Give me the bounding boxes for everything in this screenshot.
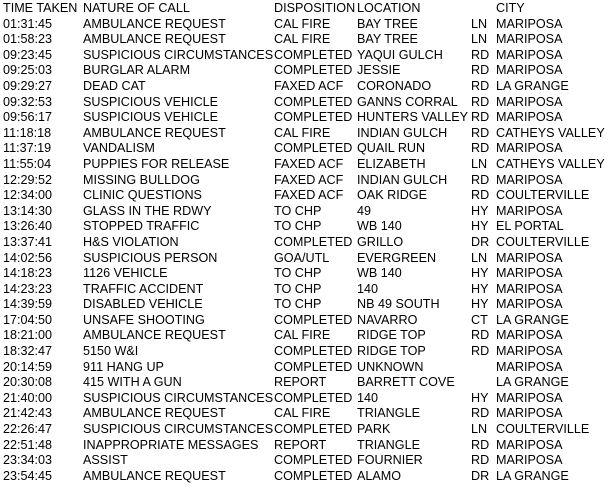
call-street-suffix: RD <box>471 63 490 78</box>
call-time: 13:37:41 <box>3 234 53 249</box>
call-location: TRIANGLE <box>357 406 420 421</box>
call-nature: SUSPICIOUS VEHICLE <box>83 94 219 109</box>
call-city: CATHEYS VALLEY <box>496 125 605 140</box>
call-disposition: COMPLETED <box>274 312 353 327</box>
table-row <box>0 422 614 438</box>
call-city: MARIPOSA <box>496 63 563 78</box>
table-row <box>0 126 614 142</box>
call-disposition: FAXED ACF <box>274 172 344 187</box>
call-nature: AMBULANCE REQUEST <box>83 125 226 140</box>
table-row <box>0 282 614 298</box>
call-street-suffix: HY <box>471 219 489 234</box>
call-city: LA GRANGE <box>496 78 569 93</box>
call-street-suffix: DR <box>471 234 490 249</box>
call-nature: UNSAFE SHOOTING <box>83 312 205 327</box>
table-row <box>0 438 614 454</box>
call-street-suffix: RD <box>471 47 490 62</box>
table-row <box>0 188 614 204</box>
call-location: QUAIL RUN <box>357 141 426 156</box>
call-nature: SUSPICIOUS VEHICLE <box>83 110 219 125</box>
call-disposition: COMPLETED <box>274 453 353 468</box>
table-row <box>0 313 614 329</box>
call-time: 09:23:45 <box>3 47 53 62</box>
call-street-suffix: HY <box>471 203 489 218</box>
call-location: 140 <box>357 281 379 296</box>
table-row <box>0 453 614 469</box>
table-row <box>0 266 614 282</box>
call-disposition: CAL FIRE <box>274 328 331 343</box>
call-street-suffix: HY <box>471 266 489 281</box>
table-row <box>0 141 614 157</box>
call-nature: TRAFFIC ACCIDENT <box>83 281 204 296</box>
call-disposition: COMPLETED <box>274 468 353 483</box>
table-row <box>0 297 614 313</box>
call-nature: 5150 W&I <box>83 344 139 359</box>
call-nature: DISABLED VEHICLE <box>83 297 203 312</box>
call-street-suffix: RD <box>471 344 490 359</box>
call-nature: AMBULANCE REQUEST <box>83 16 226 31</box>
call-disposition: TO CHP <box>274 281 322 296</box>
call-time: 14:02:56 <box>3 250 53 265</box>
call-location: HUNTERS VALLEY <box>357 110 469 125</box>
call-street-suffix: LN <box>471 250 488 265</box>
call-city: MARIPOSA <box>496 281 563 296</box>
call-city: MARIPOSA <box>496 172 563 187</box>
call-location: EVERGREEN <box>357 250 437 265</box>
call-location: NB 49 SOUTH <box>357 297 440 312</box>
call-street-suffix: RD <box>471 172 490 187</box>
header-time-taken: TIME TAKEN <box>3 1 78 15</box>
call-city: MARIPOSA <box>496 141 563 156</box>
call-time: 09:25:03 <box>3 63 53 78</box>
call-time: 12:34:00 <box>3 188 53 203</box>
call-time: 09:32:53 <box>3 94 53 109</box>
call-location: INDIAN GULCH <box>357 172 448 187</box>
call-street-suffix: RD <box>471 125 490 140</box>
call-location: GANNS CORRAL <box>357 94 458 109</box>
call-location: OAK RIDGE <box>357 188 427 203</box>
call-time: 01:31:45 <box>3 16 53 31</box>
call-location: NAVARRO <box>357 312 418 327</box>
call-street-suffix: LN <box>471 32 488 47</box>
table-row <box>0 110 614 126</box>
call-nature: AMBULANCE REQUEST <box>83 328 226 343</box>
call-city: MARIPOSA <box>496 344 563 359</box>
call-location: BAY TREE <box>357 16 418 31</box>
call-location: UNKNOWN <box>357 359 424 374</box>
table-row <box>0 391 614 407</box>
call-location: WB 140 <box>357 266 402 281</box>
call-location: INDIAN GULCH <box>357 125 448 140</box>
call-time: 13:26:40 <box>3 219 53 234</box>
call-street-suffix: RD <box>471 437 490 452</box>
call-location: 140 <box>357 390 379 405</box>
call-location: WB 140 <box>357 219 402 234</box>
call-disposition: COMPLETED <box>274 422 353 437</box>
call-street-suffix: RD <box>471 94 490 109</box>
call-time: 09:56:17 <box>3 110 53 125</box>
call-nature: AMBULANCE REQUEST <box>83 32 226 47</box>
call-city: MARIPOSA <box>496 16 563 31</box>
call-city: MARIPOSA <box>496 32 563 47</box>
call-city: MARIPOSA <box>496 406 563 421</box>
call-nature: SUSPICIOUS PERSON <box>83 250 218 265</box>
call-street-suffix: RD <box>471 78 490 93</box>
call-time: 22:26:47 <box>3 422 53 437</box>
call-city: MARIPOSA <box>496 328 563 343</box>
call-time: 21:40:00 <box>3 390 53 405</box>
call-disposition: CAL FIRE <box>274 32 331 47</box>
call-time: 13:14:30 <box>3 203 53 218</box>
call-nature: STOPPED TRAFFIC <box>83 219 200 234</box>
call-location: BARRETT COVE <box>357 375 455 390</box>
call-city: COULTERVILLE <box>496 188 590 203</box>
call-disposition: REPORT <box>274 437 327 452</box>
call-city: MARIPOSA <box>496 110 563 125</box>
call-street-suffix: LN <box>471 16 488 31</box>
call-nature: SUSPICIOUS CIRCUMSTANCES <box>83 422 274 437</box>
call-nature: H&S VIOLATION <box>83 234 179 249</box>
call-nature: 415 WITH A GUN <box>83 375 182 390</box>
call-disposition: CAL FIRE <box>274 16 331 31</box>
call-street-suffix: DR <box>471 468 490 483</box>
table-row <box>0 469 614 485</box>
call-street-suffix: RD <box>471 188 490 203</box>
call-nature: AMBULANCE REQUEST <box>83 406 226 421</box>
call-disposition: COMPLETED <box>274 94 353 109</box>
header-disposition: DISPOSITION <box>274 1 356 15</box>
call-time: 20:14:59 <box>3 359 53 374</box>
call-street-suffix: RD <box>471 328 490 343</box>
call-location: PARK <box>357 422 391 437</box>
call-city: MARIPOSA <box>496 359 563 374</box>
call-city: MARIPOSA <box>496 203 563 218</box>
call-city: LA GRANGE <box>496 312 569 327</box>
call-time: 11:37:19 <box>3 141 52 156</box>
call-disposition: TO CHP <box>274 203 322 218</box>
call-disposition: COMPLETED <box>274 390 353 405</box>
call-location: YAQUI GULCH <box>357 47 443 62</box>
call-location: ALAMO <box>357 468 402 483</box>
table-row <box>0 95 614 111</box>
call-disposition: TO CHP <box>274 266 322 281</box>
call-city: MARIPOSA <box>496 453 563 468</box>
call-street-suffix: HY <box>471 390 489 405</box>
call-disposition: REPORT <box>274 375 327 390</box>
call-location: 49 <box>357 203 372 218</box>
call-time: 09:29:27 <box>3 78 53 93</box>
call-rows <box>0 17 614 485</box>
call-location: RIDGE TOP <box>357 344 426 359</box>
header-nature-of-call: NATURE OF CALL <box>83 1 190 15</box>
table-row <box>0 17 614 33</box>
call-street-suffix: RD <box>471 110 490 125</box>
call-disposition: COMPLETED <box>274 47 353 62</box>
call-time: 18:21:00 <box>3 328 53 343</box>
call-location: GRILLO <box>357 234 404 249</box>
call-nature: PUPPIES FOR RELEASE <box>83 156 230 171</box>
call-time: 12:29:52 <box>3 172 53 187</box>
call-nature: GLASS IN THE RDWY <box>83 203 212 218</box>
call-city: LA GRANGE <box>496 468 569 483</box>
table-row <box>0 375 614 391</box>
call-nature: INAPPROPRIATE MESSAGES <box>83 437 259 452</box>
call-city: COULTERVILLE <box>496 234 590 249</box>
call-time: 18:32:47 <box>3 344 53 359</box>
call-location: JESSIE <box>357 63 401 78</box>
call-street-suffix: RD <box>471 453 490 468</box>
call-time: 14:39:59 <box>3 297 53 312</box>
call-nature: DEAD CAT <box>83 78 146 93</box>
call-disposition: TO CHP <box>274 219 322 234</box>
call-nature: MISSING BULLDOG <box>83 172 200 187</box>
call-city: LA GRANGE <box>496 375 569 390</box>
call-time: 11:18:18 <box>3 125 52 140</box>
call-location: CORONADO <box>357 78 432 93</box>
call-time: 21:42:43 <box>3 406 53 421</box>
call-street-suffix: HY <box>471 281 489 296</box>
call-nature: SUSPICIOUS CIRCUMSTANCES <box>83 47 274 62</box>
call-time: 11:55:04 <box>3 156 52 171</box>
call-nature: SUSPICIOUS CIRCUMSTANCES <box>83 390 274 405</box>
call-street-suffix: CT <box>471 312 488 327</box>
call-city: MARIPOSA <box>496 250 563 265</box>
call-time: 17:04:50 <box>3 312 53 327</box>
call-city: MARIPOSA <box>496 390 563 405</box>
table-row <box>0 157 614 173</box>
call-street-suffix: RD <box>471 406 490 421</box>
call-city: COULTERVILLE <box>496 422 590 437</box>
call-location: TRIANGLE <box>357 437 420 452</box>
call-nature: BURGLAR ALARM <box>83 63 191 78</box>
call-disposition: CAL FIRE <box>274 406 331 421</box>
table-row <box>0 328 614 344</box>
table-row <box>0 360 614 376</box>
call-street-suffix: LN <box>471 156 488 171</box>
call-disposition: TO CHP <box>274 297 322 312</box>
call-city: CATHEYS VALLEY <box>496 156 605 171</box>
call-disposition: COMPLETED <box>274 141 353 156</box>
call-city: EL PORTAL <box>496 219 564 234</box>
call-location: BAY TREE <box>357 32 418 47</box>
table-row <box>0 235 614 251</box>
call-city: MARIPOSA <box>496 297 563 312</box>
call-disposition: GOA/UTL <box>274 250 330 265</box>
call-street-suffix: RD <box>471 141 490 156</box>
call-time: 20:30:08 <box>3 375 53 390</box>
call-nature: 911 HANG UP <box>83 359 164 374</box>
call-city: MARIPOSA <box>496 437 563 452</box>
table-row <box>0 48 614 64</box>
call-time: 22:51:48 <box>3 437 53 452</box>
table-row <box>0 32 614 48</box>
call-location: ELIZABETH <box>357 156 426 171</box>
call-disposition: FAXED ACF <box>274 188 344 203</box>
call-disposition: COMPLETED <box>274 110 353 125</box>
call-street-suffix: HY <box>471 297 489 312</box>
table-row <box>0 173 614 189</box>
call-time: 14:18:23 <box>3 266 53 281</box>
call-location: FOURNIER <box>357 453 423 468</box>
header-location: LOCATION <box>357 1 421 15</box>
call-street-suffix: LN <box>471 422 488 437</box>
call-disposition: COMPLETED <box>274 359 353 374</box>
table-row <box>0 251 614 267</box>
call-city: MARIPOSA <box>496 47 563 62</box>
call-time: 23:34:03 <box>3 453 53 468</box>
call-disposition: FAXED ACF <box>274 156 344 171</box>
call-time: 14:23:23 <box>3 281 53 296</box>
call-nature: VANDALISM <box>83 141 155 156</box>
call-disposition: COMPLETED <box>274 63 353 78</box>
call-city: MARIPOSA <box>496 266 563 281</box>
call-disposition: COMPLETED <box>274 234 353 249</box>
call-disposition: COMPLETED <box>274 344 353 359</box>
call-nature: CLINIC QUESTIONS <box>83 188 202 203</box>
call-disposition: CAL FIRE <box>274 125 331 140</box>
table-row <box>0 406 614 422</box>
call-time: 01:58:23 <box>3 32 53 47</box>
call-location: RIDGE TOP <box>357 328 426 343</box>
call-nature: 1126 VEHICLE <box>83 266 168 281</box>
table-row <box>0 79 614 95</box>
table-row <box>0 63 614 79</box>
table-row <box>0 344 614 360</box>
call-nature: AMBULANCE REQUEST <box>83 468 226 483</box>
call-disposition: FAXED ACF <box>274 78 344 93</box>
header-city: CITY <box>496 1 525 15</box>
call-city: MARIPOSA <box>496 94 563 109</box>
call-time: 23:54:45 <box>3 468 53 483</box>
call-nature: ASSIST <box>83 453 128 468</box>
table-row <box>0 204 614 220</box>
table-row <box>0 219 614 235</box>
header-row <box>0 1 614 17</box>
